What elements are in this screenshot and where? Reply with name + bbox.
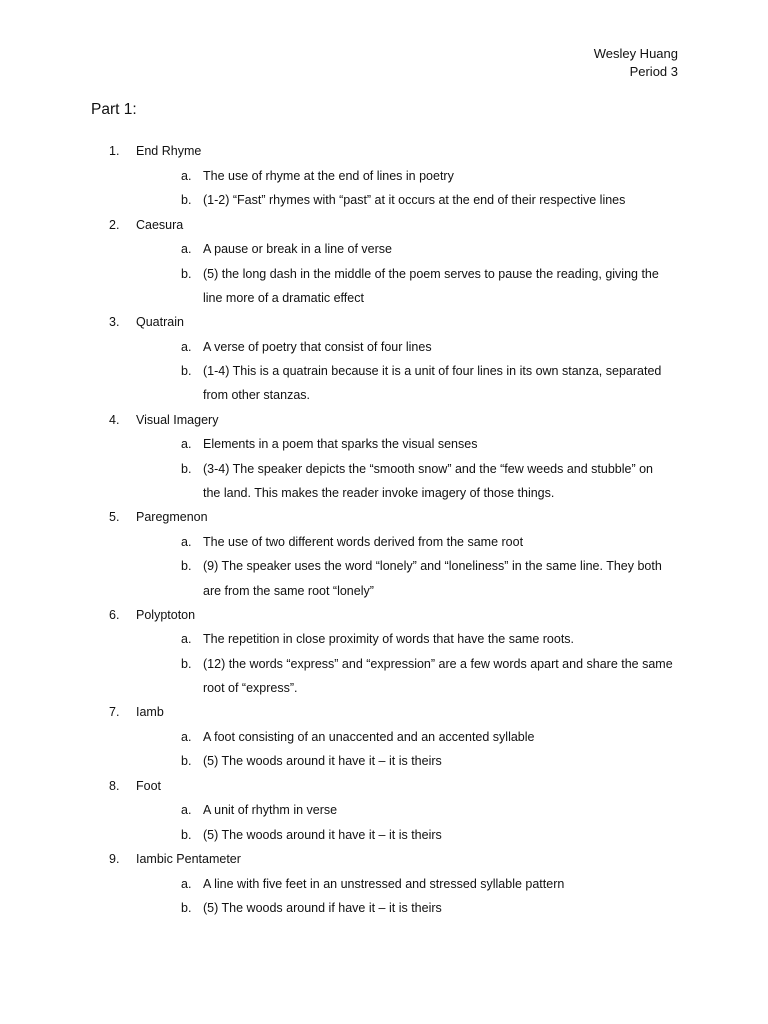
- example-text: (3-4) The speaker depicts the “smooth snow” and the “few weeds and stubble” on the land. This makes the reader invoke imagery of those things.: [203, 461, 654, 500]
- example-text: (5) the long dash in the middle of the poem serves to pause the reading, giving the line more of a dramatic effect: [203, 266, 659, 305]
- definition-letter: a.: [181, 339, 192, 354]
- term-name: Paregmenon: [136, 510, 208, 525]
- term-name: Polyptoton: [136, 607, 196, 622]
- part-title: Part 1:: [91, 101, 137, 118]
- definition-text: Elements in a poem that sparks the visual senses: [203, 437, 478, 452]
- example-letter: b.: [181, 754, 192, 769]
- definition-item: [0, 727, 768, 752]
- definition-text: A line with five feet in an unstressed and stressed syllable pattern: [203, 876, 565, 891]
- term-item: [0, 312, 768, 410]
- term-number: 7.: [109, 705, 120, 720]
- example-letter: b.: [181, 559, 192, 574]
- definition-text: The use of two different words derived from the same root: [203, 534, 524, 549]
- definition-item: [0, 800, 768, 825]
- definition-letter: a.: [181, 242, 192, 256]
- author-name: Wesley Huang: [593, 46, 678, 61]
- term-number: 1.: [109, 144, 120, 158]
- example-letter: b.: [181, 193, 192, 207]
- definition-text: A unit of rhythm in verse: [203, 803, 338, 818]
- example-item: [0, 264, 768, 313]
- term-number: 2.: [109, 217, 120, 232]
- example-text: (1-4) This is a quatrain because it is a unit of four lines in its own stanza, separated from other stanzas.: [203, 364, 662, 403]
- term-name: End Rhyme: [136, 144, 202, 158]
- example-letter: b.: [181, 827, 192, 842]
- term-number: 3.: [109, 315, 120, 330]
- definition-item: [0, 434, 768, 459]
- definition-item: [0, 874, 768, 899]
- example-text: (12) the words “express” and “expression” are a few words apart and share the same root of “express”.: [203, 656, 673, 696]
- definition-item: [0, 532, 768, 557]
- term-item: [0, 141, 768, 215]
- term-name: Visual Imagery: [136, 412, 219, 427]
- example-letter: b.: [181, 901, 192, 916]
- example-item: [0, 459, 768, 508]
- term-item: [0, 215, 768, 313]
- term-number: 8.: [109, 778, 120, 793]
- definition-text: A verse of poetry that consist of four lines: [203, 339, 432, 354]
- term-name: Quatrain: [136, 315, 184, 330]
- term-name: Iambic Pentameter: [136, 852, 241, 867]
- example-text: (9) The speaker uses the word “lonely” and “loneliness” in the same line. They both are from the same root “lonely”: [203, 559, 662, 598]
- document-header: [594, 45, 678, 81]
- term-name: Iamb: [136, 705, 164, 720]
- term-number: 6.: [109, 607, 120, 622]
- definition-item: [0, 629, 768, 654]
- term-item: [0, 702, 768, 776]
- definition-text: A foot consisting of an unaccented and an accented syllable: [203, 729, 535, 744]
- term-number: 9.: [109, 852, 120, 867]
- example-item: [0, 190, 768, 215]
- example-text: (5) The woods around if have it – it is theirs: [203, 901, 442, 916]
- example-item: [0, 825, 768, 850]
- term-item: [0, 507, 768, 605]
- term-item: [0, 410, 768, 508]
- example-item: [0, 751, 768, 776]
- definition-item: [0, 337, 768, 362]
- example-letter: b.: [181, 656, 192, 671]
- example-text: (1-2) “Fast” rhymes with “past” at it occurs at the end of their respective lines: [203, 193, 626, 207]
- terms-list: [0, 141, 768, 923]
- definition-text: The repetition in close proximity of words that have the same roots.: [203, 632, 575, 647]
- definition-letter: a.: [181, 729, 192, 744]
- example-text: (5) The woods around it have it – it is theirs: [203, 827, 442, 842]
- definition-text: A pause or break in a line of verse: [203, 242, 393, 256]
- example-item: [0, 654, 768, 703]
- example-item: [0, 361, 768, 410]
- example-letter: b.: [181, 266, 192, 281]
- term-item: [0, 605, 768, 703]
- example-item: [0, 556, 768, 605]
- example-letter: b.: [181, 461, 192, 476]
- definition-letter: a.: [181, 803, 192, 818]
- definition-item: [0, 239, 768, 264]
- definition-letter: a.: [181, 168, 192, 183]
- definition-letter: a.: [181, 534, 192, 549]
- term-item: [0, 776, 768, 850]
- term-name: Foot: [136, 778, 162, 793]
- definition-text: The use of rhyme at the end of lines in poetry: [203, 168, 454, 183]
- term-item: [0, 849, 768, 923]
- term-number: 5.: [109, 510, 120, 525]
- definition-letter: a.: [181, 437, 192, 452]
- example-text: (5) The woods around it have it – it is theirs: [203, 754, 442, 769]
- term-number: 4.: [109, 412, 120, 427]
- example-letter: b.: [181, 364, 192, 379]
- term-name: Caesura: [136, 217, 184, 232]
- definition-letter: a.: [181, 632, 192, 647]
- class-period: Period 3: [629, 64, 678, 79]
- definition-letter: a.: [181, 876, 192, 891]
- definition-item: [0, 166, 768, 191]
- example-item: [0, 898, 768, 923]
